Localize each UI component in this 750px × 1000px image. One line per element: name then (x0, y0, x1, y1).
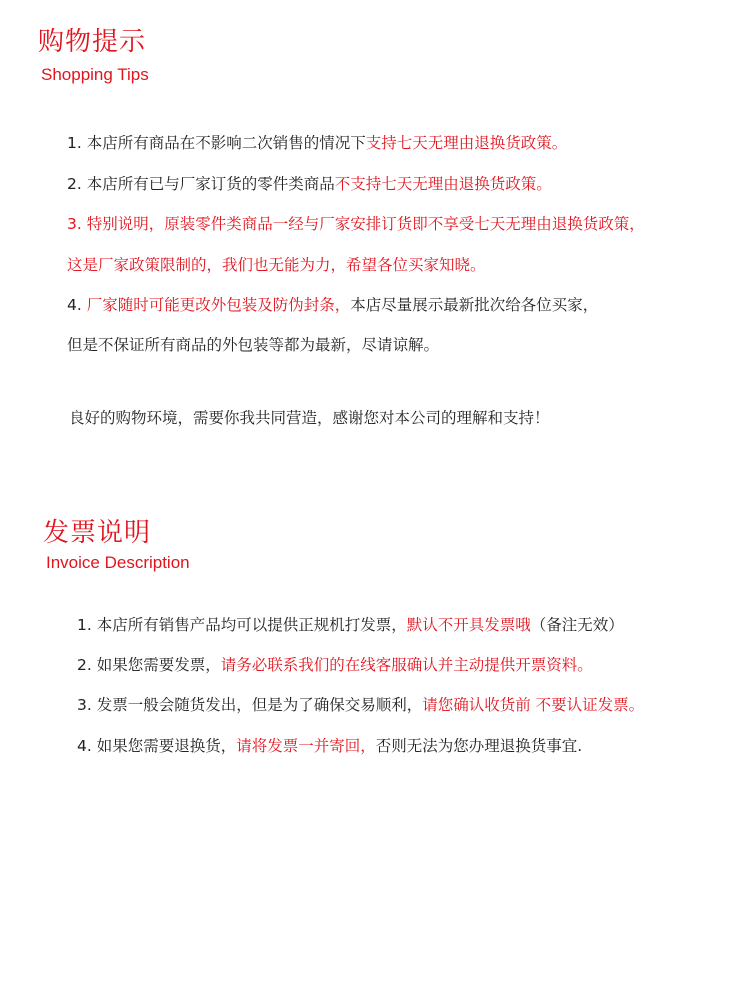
shopping-tip-1 (67, 132, 567, 154)
invoice-item-2 (77, 654, 593, 676)
invoice-item-3 (77, 694, 644, 716)
invoice-item-4-suffix: 否则无法为您办理退换货事宜. (375, 737, 583, 755)
shopping-tip-2 (67, 173, 552, 195)
invoice-item-2-highlight: 请务必联系我们的在线客服确认并主动提供开票资料。 (220, 656, 593, 674)
shopping-tip-4-prefix: 4. (67, 296, 87, 314)
shopping-tip-2-text: 2. 本店所有已与厂家订货的零件类商品 (67, 175, 335, 193)
shopping-tip-1-text: 1. 本店所有商品在不影响二次销售的情况下 (67, 134, 366, 152)
shopping-tip-4-text: 本店尽量展示最新批次给各位买家， (350, 296, 599, 314)
invoice-item-3-text: 3. 发票一般会随货发出，但是为了确保交易顺利， (77, 696, 423, 714)
invoice-item-1-highlight: 默认不开具发票哦 (406, 616, 531, 634)
invoice-item-1-suffix: （备注无效） (530, 616, 624, 634)
invoice-item-4 (77, 735, 582, 757)
invoice-subtitle: Invoice Description (46, 553, 190, 572)
shopping-tip-1-highlight: 支持七天无理由退换货政策。 (365, 134, 568, 152)
invoice-item-4-text: 4. 如果您需要退换货， (77, 737, 237, 755)
shopping-tips-title: 购物提示 (38, 27, 147, 57)
shopping-tip-2-highlight: 不支持七天无理由退换货政策。 (334, 175, 552, 193)
shopping-tip-3-line-1: 3. 特别说明，原装零件类商品一经与厂家安排订货即不享受七天无理由退换货政策， (67, 215, 645, 233)
invoice-item-1 (77, 614, 624, 636)
shopping-tip-4-line-2: 但是不保证所有商品的外包装等都为最新，尽请谅解。 (67, 336, 440, 354)
invoice-item-4-highlight: 请将发票一并寄回， (236, 737, 376, 755)
invoice-title: 发票说明 (43, 518, 152, 548)
shopping-tips-subtitle: Shopping Tips (41, 65, 149, 84)
shopping-tip-3-line-2: 这是厂家政策限制的，我们也无能为力，希望各位买家知晓。 (67, 256, 486, 274)
shopping-closing-text: 良好的购物环境，需要你我共同营造，感谢您对本公司的理解和支持！ (69, 409, 550, 427)
invoice-item-1-text: 1. 本店所有销售产品均可以提供正规机打发票， (77, 616, 407, 634)
shopping-tip-4-highlight: 厂家随时可能更改外包装及防伪封条， (86, 296, 351, 314)
invoice-item-3-highlight: 请您确认收货前 不要认证发票。 (422, 696, 645, 714)
invoice-item-2-text: 2. 如果您需要发票， (77, 656, 221, 674)
shopping-tip-4-line-1 (67, 294, 598, 316)
